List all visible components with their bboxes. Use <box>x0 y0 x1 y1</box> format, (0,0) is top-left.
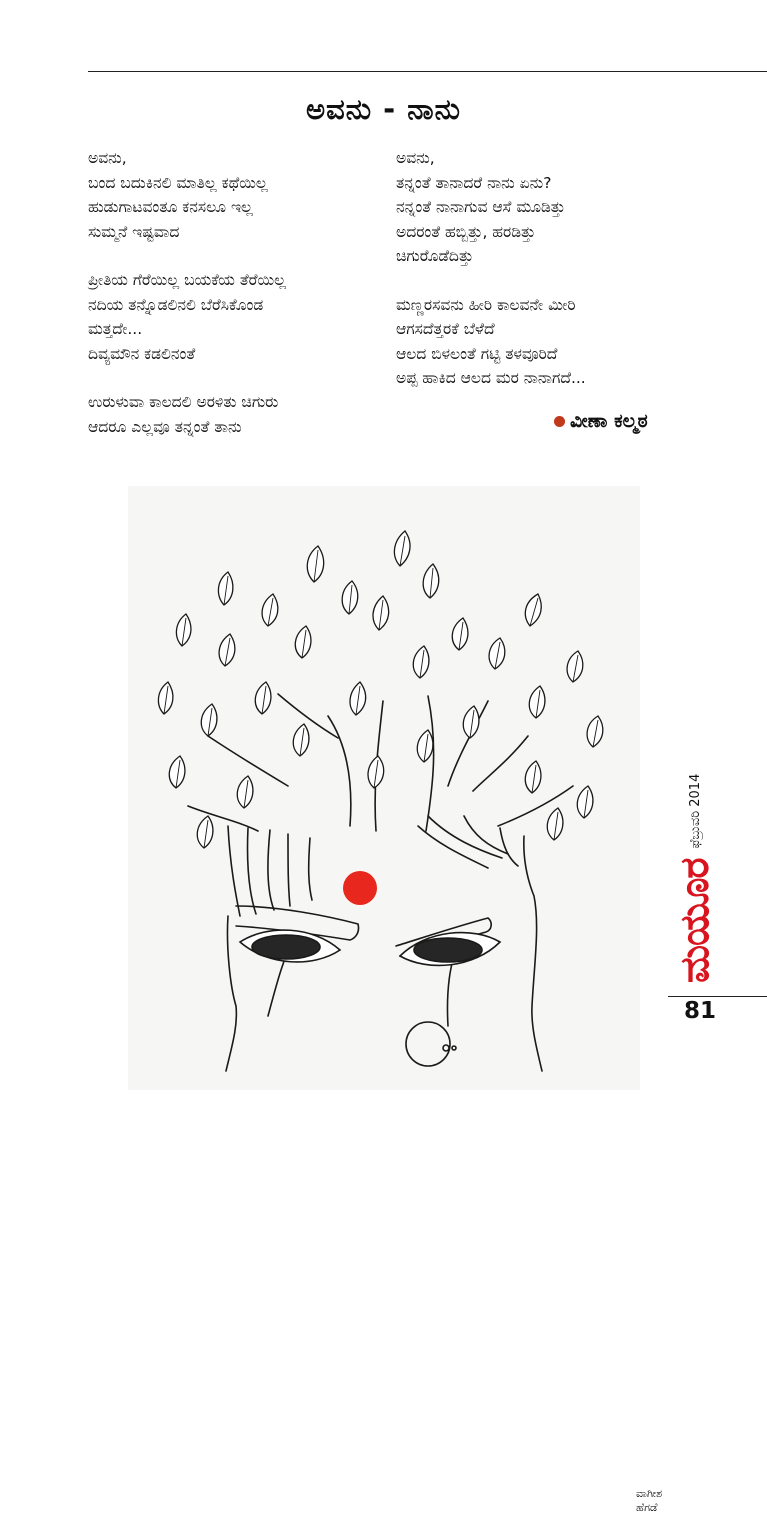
poem-line: ನನ್ನಂತೆ ನಾನಾಗುವ ಆಸೆ ಮೂಡಿತ್ತು <box>396 198 566 216</box>
poem-line: ಮತ್ತದೇ... <box>88 320 143 338</box>
poem-line: ಚಿಗುರೊಡೆದಿತ್ತು <box>396 247 474 265</box>
stanza <box>396 293 716 391</box>
stanza <box>396 146 716 269</box>
page-number: 81 <box>684 998 717 1024</box>
poem-line: ಅವನು, <box>88 149 127 167</box>
poem-line: ಸುಮ್ಮನೆ ಇಷ್ಟವಾದ <box>88 222 180 241</box>
poem-line: ಆಲದ ಬಿಳಲಂತೆ ಗಟ್ಟಿ ತಳವೂರಿದೆ <box>396 344 558 363</box>
poem-line: ಅವನು, <box>396 149 435 167</box>
stanza <box>88 146 388 244</box>
magazine-logo: ಮಯೂರ <box>672 858 718 983</box>
stanza <box>88 390 388 439</box>
poem-right-column <box>396 146 716 415</box>
poem-title: ಅವನು - ನಾನು <box>305 92 461 126</box>
stanza <box>88 268 388 366</box>
poem-line: ಅದರಂತೆ ಹಬ್ಬಿತ್ತು, ಹರಡಿತ್ತು <box>396 222 536 241</box>
illustration <box>128 486 663 1514</box>
top-rule <box>88 71 767 72</box>
page-rule <box>668 996 767 997</box>
poem-line: ಮಣ್ಣರಸವನು ಹೀರಿ ಕಾಲವನೇ ಮೀರಿ <box>396 295 576 314</box>
poem-line: ಪ್ರೀತಿಯ ಗೆರೆಯಿಲ್ಲ ಬಯಕೆಯ ತೆರೆಯಿಲ್ಲ <box>88 271 287 289</box>
artist-credit: ವಾಗೀಶ ಹೆಗಡೆ <box>636 1487 663 1514</box>
author-byline <box>554 410 648 432</box>
poem-line: ಆಗಸದೆತ್ತರಕೆ ಬೆಳೆದೆ <box>396 320 495 338</box>
author-name: ವೀಣಾ ಕಲ್ಮಠ <box>570 410 648 432</box>
poem-line: ನದಿಯ ತನ್ನೊಡಲಿನಲಿ ಬೆರೆಸಿಕೊಂಡ <box>88 295 264 314</box>
poem-line: ಬಂದ ಬದುಕಿನಲಿ ಮಾತಿಲ್ಲ ಕಥೆಯಿಲ್ಲ <box>88 173 268 192</box>
poem-line: ಅಪ್ಪ ಹಾಕಿದ ಆಲದ ಮರ ನಾನಾಗದೆ... <box>396 369 586 387</box>
poem-line: ತನ್ನಂತೆ ತಾನಾದರೆ ನಾನು ಏನು? <box>396 173 552 192</box>
poem-line: ಆದರೂ ಎಲ್ಲವೂ ತನ್ನಂತೆ ತಾನು <box>88 417 242 436</box>
poem-line: ಉರುಳುವಾ ಕಾಲದಲಿ ಅರಳಿತು ಚಿಗುರು <box>88 393 279 411</box>
poem-line: ಹುಡುಗಾಟವಂತೂ ಕನಸಲೂ ಇಲ್ಲ <box>88 198 253 216</box>
poem-line: ದಿವ್ಯಮೌನ ಕಡಲಿನಂತೆ <box>88 344 196 363</box>
poem-left-column <box>88 146 388 463</box>
bullet-icon <box>554 416 565 427</box>
tree-face-drawing <box>128 486 640 1090</box>
issue-date: ಫೆಬ್ರುವರಿ 2014 <box>687 773 703 849</box>
magazine-masthead <box>665 773 725 983</box>
